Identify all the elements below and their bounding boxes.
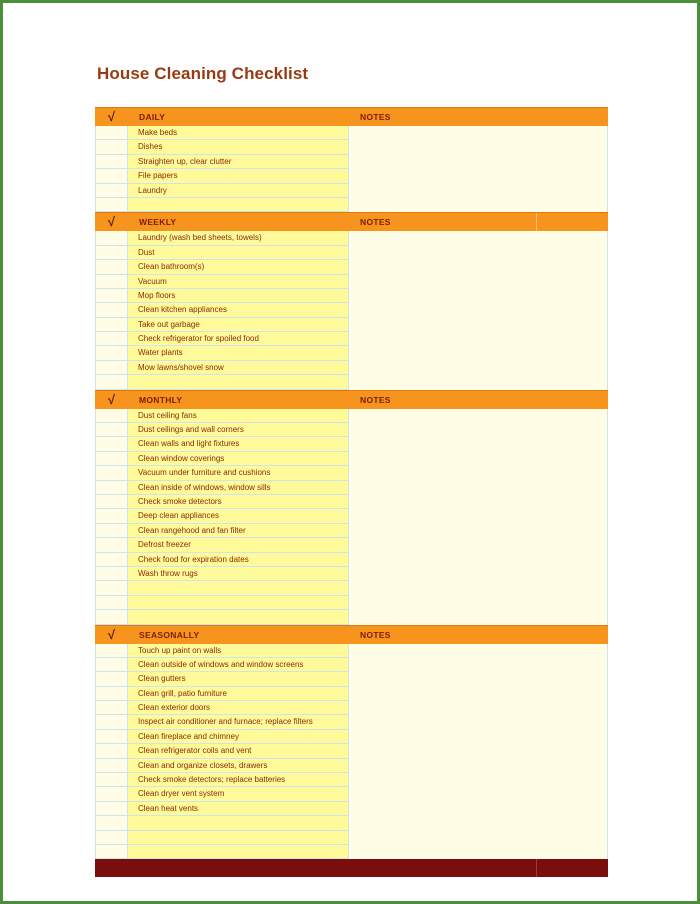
task-cell[interactable] (128, 596, 349, 609)
checkbox-cell[interactable] (95, 466, 128, 479)
checklist-row (95, 275, 349, 289)
checkbox-cell[interactable] (95, 773, 128, 786)
checkbox-cell[interactable] (95, 538, 128, 551)
task-cell[interactable]: Mow lawns/shovel snow (128, 361, 349, 374)
checkbox-cell[interactable] (95, 644, 128, 657)
checkbox-cell[interactable] (95, 495, 128, 508)
checkbox-cell[interactable] (95, 687, 128, 700)
checkbox-cell[interactable] (95, 730, 128, 743)
task-cell[interactable]: File papers (128, 169, 349, 182)
checklist-row (95, 198, 349, 212)
checkbox-cell[interactable] (95, 246, 128, 259)
checkbox-cell[interactable] (95, 140, 128, 153)
section-title: WEEKLY (139, 217, 177, 228)
section-title: DAILY (139, 112, 166, 122)
checkbox-cell[interactable] (95, 169, 128, 182)
task-cell[interactable] (128, 816, 349, 829)
checklist-row (95, 184, 349, 198)
checkbox-cell[interactable] (95, 524, 128, 537)
checklist-row (95, 409, 349, 423)
checkbox-cell[interactable] (95, 581, 128, 594)
checklist-row (95, 155, 349, 169)
task-cell[interactable]: Clean fireplace and chimney (128, 730, 349, 743)
section-seasonally (95, 625, 608, 860)
checkbox-cell[interactable] (95, 596, 128, 609)
notes-label: NOTES (360, 629, 391, 640)
task-cell[interactable]: Dust ceiling fans (128, 409, 349, 422)
checklist-row (95, 802, 349, 816)
checkbox-cell[interactable] (95, 346, 128, 359)
checklist-row (95, 553, 349, 567)
task-cell[interactable] (128, 198, 349, 211)
checkbox-cell[interactable] (95, 672, 128, 685)
checkbox-cell[interactable] (95, 437, 128, 450)
checklist-row (95, 658, 349, 672)
task-cell[interactable]: Touch up paint on walls (128, 644, 349, 657)
checklist-row (95, 169, 349, 183)
notes-label: NOTES (360, 112, 391, 122)
task-cell[interactable]: Clean bathroom(s) (128, 260, 349, 273)
checklist-row (95, 495, 349, 509)
task-cell[interactable]: Clean exterior doors (128, 701, 349, 714)
checklist-row (95, 231, 349, 245)
checkbox-cell[interactable] (95, 126, 128, 139)
checkbox-cell[interactable] (95, 303, 128, 316)
task-cell[interactable] (128, 610, 349, 623)
task-cell[interactable]: Check food for expiration dates (128, 553, 349, 566)
checklist-row (95, 140, 349, 154)
task-cell[interactable] (128, 831, 349, 844)
task-cell[interactable]: Clean gutters (128, 672, 349, 685)
checkbox-cell[interactable] (95, 658, 128, 671)
notes-label: NOTES (360, 217, 391, 228)
task-cell[interactable]: Clean inside of windows, window sills (128, 481, 349, 494)
section-header (95, 212, 608, 231)
checklist-row (95, 481, 349, 495)
notes-header (348, 391, 608, 409)
checklist-row (95, 318, 349, 332)
task-cell[interactable]: Mop floors (128, 289, 349, 302)
checkmark-icon: √ (107, 214, 116, 230)
notes-area[interactable] (349, 231, 608, 389)
task-cell[interactable]: Check smoke detectors (128, 495, 349, 508)
checkmark-icon: √ (107, 391, 116, 407)
checkbox-cell[interactable] (95, 231, 128, 244)
task-cell[interactable]: Clean dryer vent system (128, 787, 349, 800)
task-cell[interactable]: Dust ceilings and wall corners (128, 423, 349, 436)
checkbox-cell[interactable] (95, 759, 128, 772)
checkbox-cell[interactable] (95, 423, 128, 436)
notes-label: NOTES (360, 394, 391, 405)
checklist-row (95, 672, 349, 686)
task-cell[interactable] (128, 581, 349, 594)
checkbox-cell[interactable] (95, 610, 128, 623)
checklist-row (95, 610, 349, 624)
notes-header (348, 108, 608, 126)
checkbox-cell[interactable] (95, 701, 128, 714)
task-cell[interactable] (128, 375, 349, 388)
page-title: House Cleaning Checklist (97, 64, 309, 83)
checkbox-cell[interactable] (95, 260, 128, 273)
checkbox-cell[interactable] (95, 816, 128, 829)
task-cell[interactable]: Clean heat vents (128, 802, 349, 815)
header-divider (536, 213, 537, 231)
section-title: SEASONALLY (139, 629, 200, 640)
checklist-row (95, 509, 349, 523)
checklist-row (95, 759, 349, 773)
notes-header (348, 213, 608, 231)
section-monthly (95, 390, 608, 625)
checklist-row (95, 466, 349, 480)
section-header (95, 107, 608, 126)
notes-area[interactable] (349, 644, 608, 860)
checklist-row (95, 744, 349, 758)
checkbox-cell[interactable] (95, 318, 128, 331)
checklist-row (95, 346, 349, 360)
checklist-row (95, 260, 349, 274)
section-header (95, 390, 608, 409)
task-cell[interactable]: Vacuum (128, 275, 349, 288)
checklist-row (95, 423, 349, 437)
checklist-row (95, 816, 349, 830)
checklist-row (95, 715, 349, 729)
checklist-row (95, 831, 349, 845)
checkmark-icon: √ (107, 626, 116, 642)
task-cell[interactable]: Take out garbage (128, 318, 349, 331)
task-cell[interactable]: Check refrigerator for spoiled food (128, 332, 349, 345)
checklist-row (95, 246, 349, 260)
checkbox-cell[interactable] (95, 802, 128, 815)
task-cell[interactable]: Clean rangehood and fan filter (128, 524, 349, 537)
checklist-row (95, 581, 349, 595)
checklist-row (95, 361, 349, 375)
task-cell[interactable]: Make beds (128, 126, 349, 139)
task-cell[interactable]: Laundry (128, 184, 349, 197)
checklist-row (95, 787, 349, 801)
section-weekly (95, 212, 608, 389)
checklist-row (95, 845, 349, 859)
checklist-row (95, 687, 349, 701)
task-cell[interactable]: Wash throw rugs (128, 567, 349, 580)
task-cell[interactable] (128, 845, 349, 858)
checkmark-icon: √ (107, 109, 116, 124)
task-cell[interactable]: Laundry (wash bed sheets, towels) (128, 231, 349, 244)
task-cell[interactable]: Clean refrigerator coils and vent (128, 744, 349, 757)
task-cell[interactable]: Clean walls and light fixtures (128, 437, 349, 450)
section-title: MONTHLY (139, 394, 183, 405)
checklist-row (95, 567, 349, 581)
task-cell[interactable]: Clean kitchen appliances (128, 303, 349, 316)
checkbox-cell[interactable] (95, 184, 128, 197)
checklist-row (95, 289, 349, 303)
checklist-row (95, 303, 349, 317)
checkbox-cell[interactable] (95, 361, 128, 374)
checkbox-cell[interactable] (95, 198, 128, 211)
task-cell[interactable]: Deep clean appliances (128, 509, 349, 522)
checkbox-cell[interactable] (95, 275, 128, 288)
checkbox-cell[interactable] (95, 481, 128, 494)
section-daily (95, 107, 608, 212)
notes-header (348, 626, 608, 644)
checkbox-cell[interactable] (95, 744, 128, 757)
checklist-row (95, 437, 349, 451)
section-header (95, 625, 608, 644)
checklist-row (95, 375, 349, 389)
task-cell[interactable]: Dishes (128, 140, 349, 153)
checklist-row (95, 524, 349, 538)
checklist-row (95, 538, 349, 552)
checklist-row (95, 701, 349, 715)
checkbox-cell[interactable] (95, 831, 128, 844)
checkbox-cell[interactable] (95, 289, 128, 302)
checklist-row (95, 596, 349, 610)
notes-area[interactable] (349, 409, 608, 625)
task-cell[interactable]: Clean grill, patio furniture (128, 687, 349, 700)
task-cell[interactable]: Clean and organize closets, drawers (128, 759, 349, 772)
checkbox-cell[interactable] (95, 567, 128, 580)
checkbox-cell[interactable] (95, 155, 128, 168)
checklist-row (95, 452, 349, 466)
task-cell[interactable]: Clean window coverings (128, 452, 349, 465)
checkbox-cell[interactable] (95, 845, 128, 858)
checklist-sheet (95, 107, 608, 877)
task-cell[interactable]: Straighten up, clear clutter (128, 155, 349, 168)
task-cell[interactable]: Water plants (128, 346, 349, 359)
task-cell[interactable]: Dust (128, 246, 349, 259)
checkbox-cell[interactable] (95, 409, 128, 422)
task-cell[interactable]: Check smoke detectors; replace batteries (128, 773, 349, 786)
task-cell[interactable]: Vacuum under furniture and cushions (128, 466, 349, 479)
task-cell[interactable]: Inspect air conditioner and furnace; replace filters (128, 715, 349, 728)
checkbox-cell[interactable] (95, 787, 128, 800)
checklist-row (95, 332, 349, 346)
task-cell[interactable]: Defrost freezer (128, 538, 349, 551)
footer-divider (536, 859, 608, 877)
notes-area[interactable] (349, 126, 608, 212)
task-cell[interactable]: Clean outside of windows and window screens (128, 658, 349, 671)
checkbox-cell[interactable] (95, 452, 128, 465)
checkbox-cell[interactable] (95, 509, 128, 522)
footer-bar (95, 859, 608, 877)
checklist-row (95, 730, 349, 744)
checkbox-cell[interactable] (95, 375, 128, 388)
checklist-row (95, 644, 349, 658)
checklist-row (95, 773, 349, 787)
checkbox-cell[interactable] (95, 553, 128, 566)
checkbox-cell[interactable] (95, 715, 128, 728)
checklist-row (95, 126, 349, 140)
checkbox-cell[interactable] (95, 332, 128, 345)
